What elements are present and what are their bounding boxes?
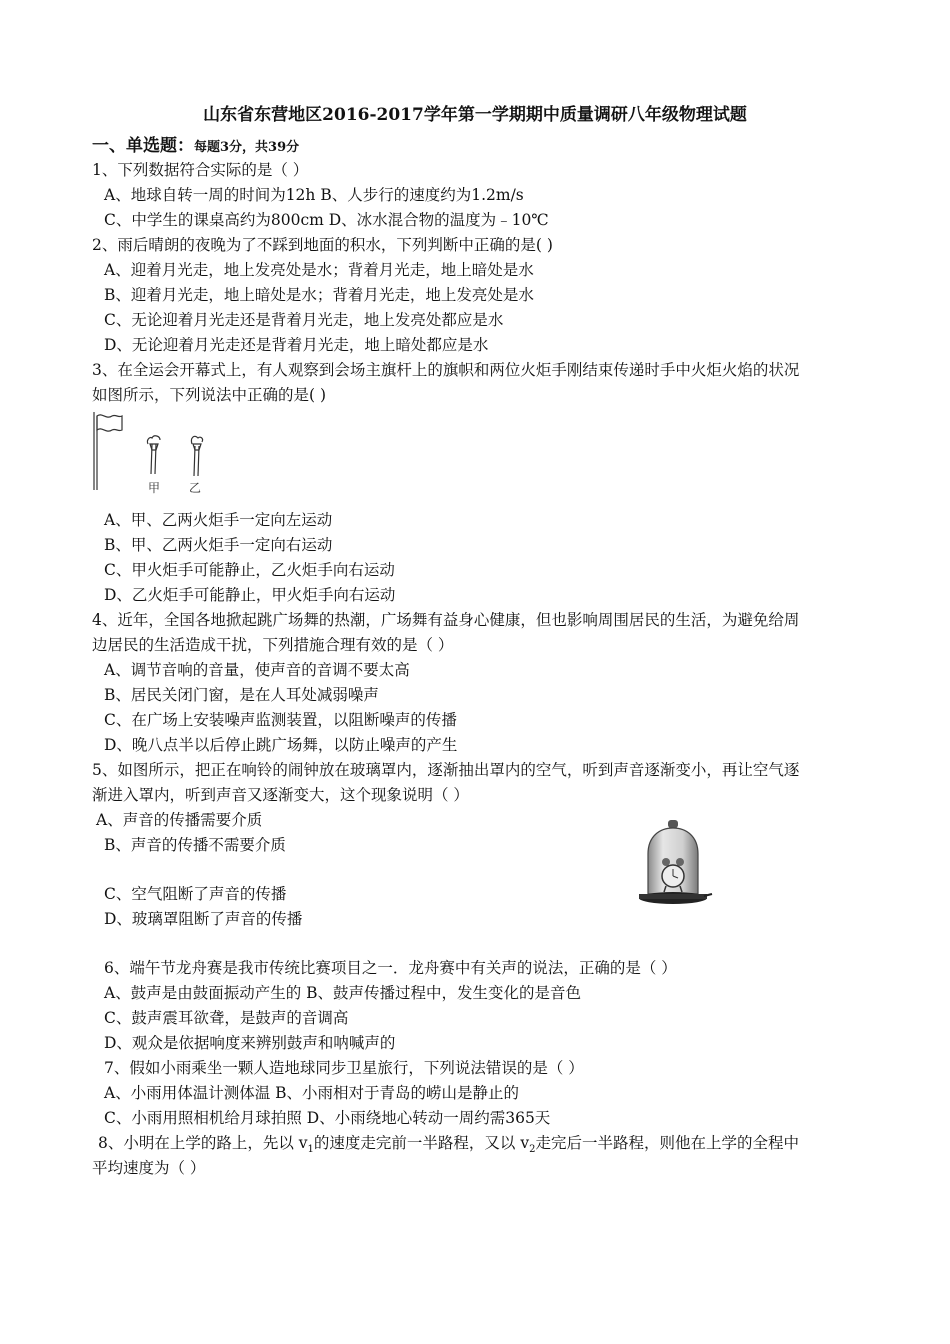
question-8 [98,1133,799,1160]
label-jia: 甲 [148,481,161,495]
question-2: 2、雨后晴朗的夜晚为了不踩到地面的积水，下列判断中正确的是( ) [92,236,553,254]
q5-option-d: D、玻璃罩阻断了声音的传播 [104,910,303,928]
q8-text-part1: 8、小明在上学的路上，先以 v [98,1134,308,1152]
question-1: 1、下列数据符合实际的是（ ） [92,161,309,179]
q7-options-ab: A、小雨用体温计测体温 B、小雨相对于青岛的崂山是静止的 [104,1084,520,1102]
q2-option-b: B、迎着月光走，地上暗处是水；背着月光走，地上发亮处是水 [104,286,534,304]
jar-knob [668,820,678,828]
q8-subscript-2: 2 [529,1144,536,1156]
question-3: 3、在全运会开幕式上，有人观察到会场主旗杆上的旗帜和两位火炬手刚结束传递时手中火炬火焰的状况 [92,361,800,379]
jar-base-rim [639,894,707,899]
question-4: 4、近年，全国各地掀起跳广场舞的热潮，广场舞有益身心健康，但也影响周围居民的生活，为避免给周 [92,611,800,629]
section-note: 每题3分，共39分 [194,140,300,155]
question-6: 6、端午节龙舟赛是我市传统比赛项目之一．龙舟赛中有关声的说法，正确的是（ ） [104,959,677,977]
torch-yi [191,436,202,476]
q8-text-part3: 走完后一半路程，则他在上学的全程中 [535,1134,799,1152]
label-yi: 乙 [189,481,202,495]
q4-option-d: D、晚八点半以后停止跳广场舞，以防止噪声的产生 [104,736,458,754]
q6-options-ab: A、鼓声是由鼓面振动产生的 B、鼓声传播过程中，发生变化的是音色 [104,984,582,1002]
bell-jar-figure [634,818,714,910]
q8-subscript-1: 1 [307,1144,314,1156]
q6-option-c: C、鼓声震耳欲聋，是鼓声的音调高 [104,1009,349,1027]
section-title: 一、单选题： [92,136,194,156]
flag [97,415,122,431]
q4-option-b: B、居民关闭门窗，是在人耳处减弱噪声 [104,686,379,704]
q3-option-d: D、乙火炬手可能静止，甲火炬手向右运动 [104,586,396,604]
q1-options-ab: A、地球自转一周的时间为12h B、人步行的速度约为1.2m/s [104,186,524,204]
q4-option-a: A、调节音响的音量，使声音的音调不要太高 [104,661,410,679]
q5-option-c: C、空气阻断了声音的传播 [104,885,287,903]
q3-option-a: A、甲、乙两火炬手一定向左运动 [104,511,333,529]
q6-option-d: D、观众是依据响度来辨别鼓声和呐喊声的 [104,1034,396,1052]
question-4-cont: 边居民的生活造成干扰，下列措施合理有效的是（ ） [92,636,454,654]
q2-option-c: C、无论迎着月光走还是背着月光走，地上发亮处都应是水 [104,311,504,329]
q4-option-c: C、在广场上安装噪声监测装置，以阻断噪声的传播 [104,711,457,729]
question-7: 7、假如小雨乘坐一颗人造地球同步卫星旅行，下列说法错误的是（ ） [104,1059,584,1077]
flag-torch-figure [88,408,218,500]
page-title: 山东省东营地区2016-2017学年第一学期期中质量调研八年级物理试题 [203,105,747,125]
q8-text-part2: 的速度走完前一半路程，又以 v [313,1134,530,1152]
q2-option-a: A、迎着月光走，地上发亮处是水；背着月光走，地上暗处是水 [104,261,534,279]
section-heading [92,136,299,158]
q5-option-b: B、声音的传播不需要介质 [104,836,286,854]
q3-option-c: C、甲火炬手可能静止，乙火炬手向右运动 [104,561,395,579]
question-8-cont: 平均速度为（ ） [92,1159,206,1177]
q2-option-d: D、无论迎着月光走还是背着月光走，地上暗处都应是水 [104,336,489,354]
q5-option-a: A、声音的传播需要介质 [96,811,263,829]
question-5-cont: 渐进入罩内，听到声音又逐渐变大，这个现象说明（ ） [92,786,469,804]
q3-option-b: B、甲、乙两火炬手一定向右运动 [104,536,333,554]
q1-options-cd: C、中学生的课桌高约为800cm D、冰水混合物的温度为﹣10℃ [104,211,549,229]
question-5: 5、如图所示，把正在响铃的闹钟放在玻璃罩内，逐渐抽出罩内的空气，听到声音逐渐变小，再让空气逐 [92,761,800,779]
torch-jia [147,436,160,474]
q7-options-cd: C、小雨用照相机给月球拍照 D、小雨绕地心转动一周约需365天 [104,1109,551,1127]
question-3-cont: 如图所示，下列说法中正确的是( ) [92,386,327,404]
